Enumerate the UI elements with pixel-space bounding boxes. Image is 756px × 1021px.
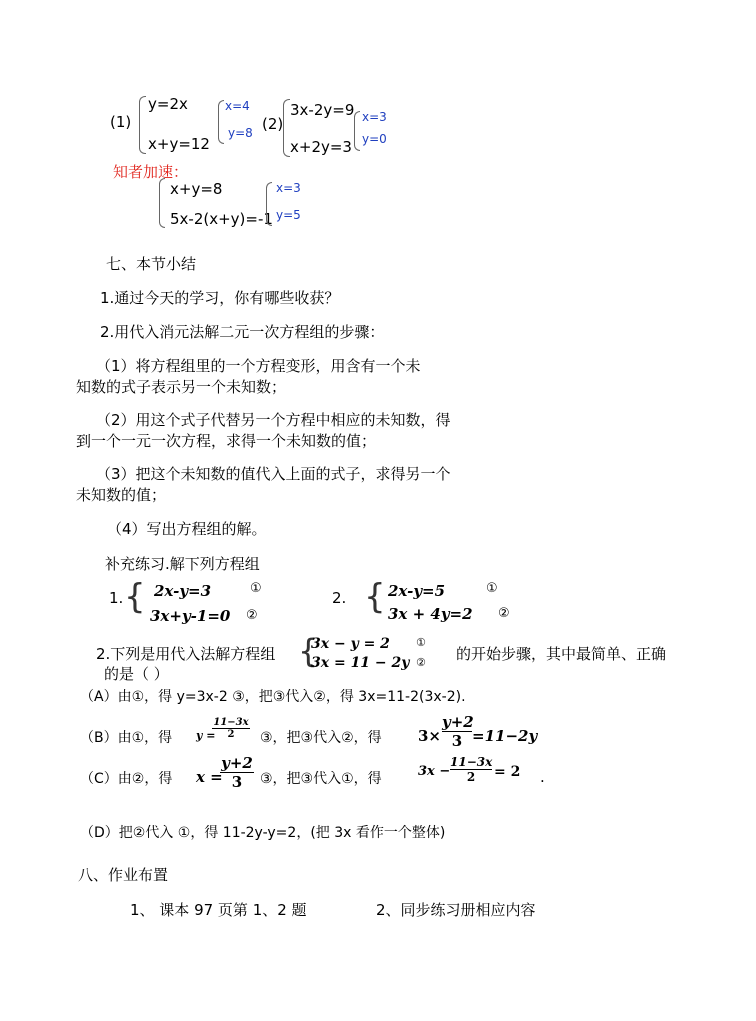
question-system-eq2: 3x = 11 − 2y — [311, 655, 410, 671]
ex2-sol-brace — [354, 111, 360, 151]
option-b-expr-fraction — [442, 713, 472, 750]
practice2-eq1: 2x-y=5 — [388, 582, 446, 600]
option-c-middle: ③，把③代入①，得 — [260, 771, 382, 787]
option-c-expr-fraction — [450, 755, 492, 784]
question-tail: 的开始步骤，其中最简单、正确 — [456, 645, 667, 663]
question-system-mark1: ① — [416, 636, 426, 649]
practice2-brace: { — [364, 577, 386, 617]
ex2-sol2: y=0 — [362, 132, 387, 146]
practice-title: 补充练习.解下列方程组 — [105, 555, 260, 573]
summary-q2: 2.用代入消元法解二元一次方程组的步骤： — [100, 323, 385, 341]
practice2-eq2: 3x + 4y=2 — [388, 605, 473, 623]
homework-item1: 1、 课本 97 页第 1、2 题 — [130, 901, 307, 919]
practice2-number: 2. — [332, 589, 347, 607]
practice1-brace: { — [124, 577, 146, 617]
summary-step1-line1: （1）将方程组里的一个方程变形，用含有一个未 — [96, 357, 421, 375]
summary-step1-line2: 知数的式子表示另一个未知数； — [76, 378, 287, 396]
option-c-expr-prefix: 3x − — [418, 764, 451, 779]
option-b-prefix: （B）由①，得 — [80, 730, 173, 746]
ex1-eq1: y=2x — [148, 95, 188, 113]
option-c-fraction-numerator: y+2 — [221, 754, 253, 772]
practice1-mark2: ② — [246, 608, 258, 623]
ex2-eq1: 3x-2y=9 — [290, 101, 355, 119]
summary-step3-line1: （3）把这个未知数的值代入上面的式子，求得另一个 — [96, 465, 451, 483]
ex1-eq2: x+y=12 — [148, 135, 210, 153]
ex2-eq2: x+2y=3 — [290, 138, 352, 156]
question-system-eq1: 3x − y = 2 — [311, 636, 390, 652]
option-a: （A）由①，得 y=3x-2 ③，把③代入②，得 3x=11-2(3x-2). — [80, 689, 466, 705]
ex1-sol2: y=8 — [228, 126, 253, 140]
speed-sol2: y=5 — [276, 208, 301, 222]
option-b-fraction — [212, 717, 250, 740]
option-b-expr-prefix: 3× — [418, 727, 442, 745]
speed-sol1: x=3 — [276, 181, 301, 195]
question-system-mark2: ② — [416, 656, 426, 669]
question-line2: 的是（ ） — [104, 665, 169, 683]
ex2-label: (2) — [262, 115, 284, 133]
option-c-expr-numerator: 11−3x — [450, 755, 493, 769]
practice1-eq2: 3x+y-1=0 — [150, 607, 231, 625]
speed-title: 知者加速： — [113, 163, 189, 181]
practice2-mark1: ① — [486, 581, 498, 596]
option-b-fraction-numerator: 11−3x — [213, 717, 249, 728]
option-b-expr-suffix: =11−2y — [472, 727, 538, 745]
summary-step3-line2: 未知数的值； — [76, 486, 167, 504]
homework-heading: 八、作业布置 — [78, 866, 169, 884]
speed-sol-brace — [266, 182, 272, 226]
option-c-fraction-denominator: 3 — [220, 772, 254, 791]
summary-step2-line1: （2）用这个式子代替另一个方程中相应的未知数，得 — [96, 411, 451, 429]
option-b-middle: ③，把③代入②，得 — [260, 730, 382, 746]
ex2-sol1: x=3 — [362, 110, 387, 124]
option-c-end: . — [540, 768, 545, 786]
option-c-prefix: （C）由②，得 — [80, 771, 173, 787]
option-b-var: y = — [196, 729, 216, 742]
option-b-expr-denominator: 3 — [442, 731, 472, 750]
summary-q1: 1.通过今天的学习，你有哪些收获？ — [100, 289, 340, 307]
option-c-expr-denominator: 2 — [450, 769, 492, 784]
question-lead: 2.下列是用代入法解方程组 — [96, 645, 276, 663]
ex1-label: (1) — [110, 113, 132, 131]
practice1-number: 1. — [109, 589, 124, 607]
ex2-brace — [283, 99, 290, 157]
question-system-brace: { — [298, 632, 319, 670]
option-b-fraction-denominator: 2 — [212, 728, 250, 740]
option-c-fraction — [220, 754, 254, 791]
ex1-sol1: x=4 — [225, 99, 250, 113]
practice1-eq1: 2x-y=3 — [154, 582, 212, 600]
practice2-mark2: ② — [498, 606, 510, 621]
speed-eq1: x+y=8 — [170, 180, 223, 198]
option-b-expr-numerator: y+2 — [442, 713, 474, 731]
practice1-mark1: ① — [250, 581, 262, 596]
summary-heading: 七、本节小结 — [106, 255, 197, 273]
option-c-expr-suffix: = 2 — [494, 764, 521, 780]
homework-item2: 2、同步练习册相应内容 — [376, 901, 536, 919]
summary-step2-line2: 到一个一元一次方程，求得一个未知数的值； — [76, 432, 377, 450]
speed-eq2: 5x-2(x+y)=-1 — [170, 210, 273, 228]
option-d: （D）把②代入 ①，得 11-2y-y=2，(把 3x 看作一个整体) — [80, 825, 446, 841]
option-c-var: x = — [196, 768, 223, 786]
summary-step4: （4）写出方程组的解。 — [107, 520, 267, 538]
speed-brace — [159, 178, 165, 228]
ex1-sol-brace — [218, 100, 224, 144]
ex1-brace — [139, 96, 146, 154]
